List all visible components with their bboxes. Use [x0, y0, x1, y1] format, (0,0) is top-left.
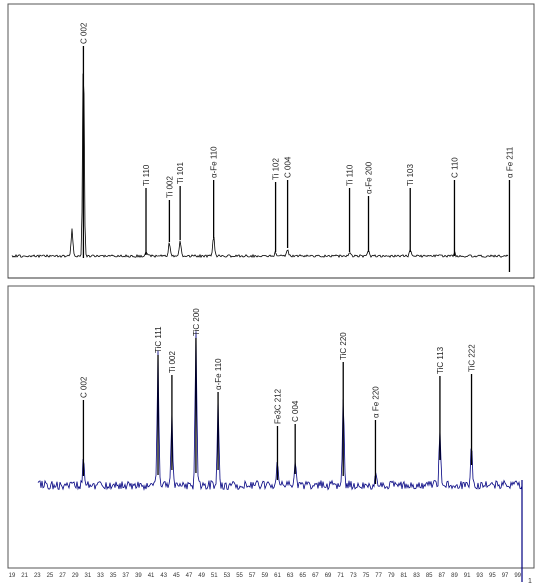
x-tick-label: 49 — [198, 573, 205, 579]
x-tick-label: 73 — [349, 573, 357, 579]
x-tick-label: 27 — [59, 573, 66, 579]
x-tick-label: 83 — [413, 573, 420, 579]
peak-label: Fe3C 212 — [273, 388, 283, 424]
peak-label: TiC 220 — [339, 332, 349, 360]
x-tick-label: 91 — [463, 573, 471, 579]
x-tick-label: 21 — [21, 573, 28, 579]
x-tick-label: 85 — [425, 573, 433, 579]
x-tick-label: 29 — [71, 573, 79, 579]
x-tick-label: 71 — [337, 573, 345, 579]
x-tick-label: 59 — [261, 573, 269, 579]
peak-label: TiC 222 — [467, 344, 477, 372]
x-tick-label: 53 — [223, 573, 231, 579]
x-tick-label: 37 — [122, 573, 130, 579]
peak-label: α-Fe 200 — [364, 161, 374, 194]
x-tick-label: 67 — [312, 573, 319, 579]
x-tick-label: 65 — [299, 573, 307, 579]
peak-label: Ti 110 — [142, 164, 152, 186]
x-tick-label: 39 — [135, 573, 142, 579]
peak-label: C 004 — [283, 156, 293, 178]
x-tick-label: 81 — [400, 573, 408, 579]
x-tick-label: 51 — [210, 573, 218, 579]
peak-label: Ti 101 — [176, 162, 186, 184]
x-tick-label: 97 — [501, 573, 509, 579]
x-tick-label: 23 — [33, 573, 41, 579]
x-tick-label: 45 — [173, 573, 180, 579]
peak-label: C 110 — [450, 157, 460, 178]
x-tick-label: 99 — [514, 573, 522, 579]
bottom-panel-frame — [8, 286, 534, 568]
x-tick-label: 31 — [84, 573, 92, 579]
peak-label: C 002 — [79, 376, 89, 398]
peak-label: α Fe 220 — [371, 386, 381, 418]
diffraction-trace — [12, 74, 508, 258]
x-axis-tick-labels — [9, 573, 522, 579]
x-tick-label: 77 — [375, 573, 382, 579]
x-tick-label: 79 — [387, 573, 395, 579]
peak-label: Ti 103 — [406, 164, 416, 186]
x-tick-label: 19 — [8, 573, 16, 579]
top-panel — [12, 22, 514, 272]
peak-label: TiC 200 — [191, 308, 201, 336]
peak-label: α-Fe 110 — [209, 146, 219, 178]
x-tick-label: 33 — [97, 573, 104, 579]
peak-label: C 002 — [79, 22, 89, 44]
peak-label: α-Fe 110 — [214, 358, 224, 390]
x-tick-label: 69 — [324, 573, 332, 579]
x-tick-label: 63 — [286, 573, 294, 579]
x-tick-label: 41 — [147, 573, 155, 579]
peak-label: Ti 102 — [271, 158, 281, 180]
x-tick-label: 95 — [489, 573, 496, 579]
x-tick-label: 75 — [362, 573, 370, 579]
peak-label: Ti 002 — [165, 176, 175, 198]
x-tick-label: 89 — [451, 573, 458, 579]
corner-label: 1 — [528, 578, 532, 585]
x-tick-label: 47 — [185, 573, 193, 579]
x-tick-label: 57 — [248, 573, 256, 579]
peak-label: Ti 002 — [167, 351, 177, 373]
peak-label: α Fe 211 — [505, 146, 515, 178]
x-tick-label: 25 — [46, 573, 54, 579]
peak-label: TiC 113 — [435, 346, 445, 374]
x-tick-label: 55 — [236, 573, 243, 579]
x-tick-label: 61 — [274, 573, 281, 579]
peak-label: Ti 110 — [345, 164, 355, 186]
peak-label: TiC 111 — [154, 326, 164, 353]
bottom-panel — [38, 308, 522, 582]
x-tick-label: 87 — [438, 573, 446, 579]
x-tick-label: 35 — [109, 573, 117, 579]
x-tick-label: 43 — [160, 573, 168, 579]
peak-label: C 004 — [291, 400, 301, 422]
x-tick-label: 93 — [476, 573, 484, 579]
